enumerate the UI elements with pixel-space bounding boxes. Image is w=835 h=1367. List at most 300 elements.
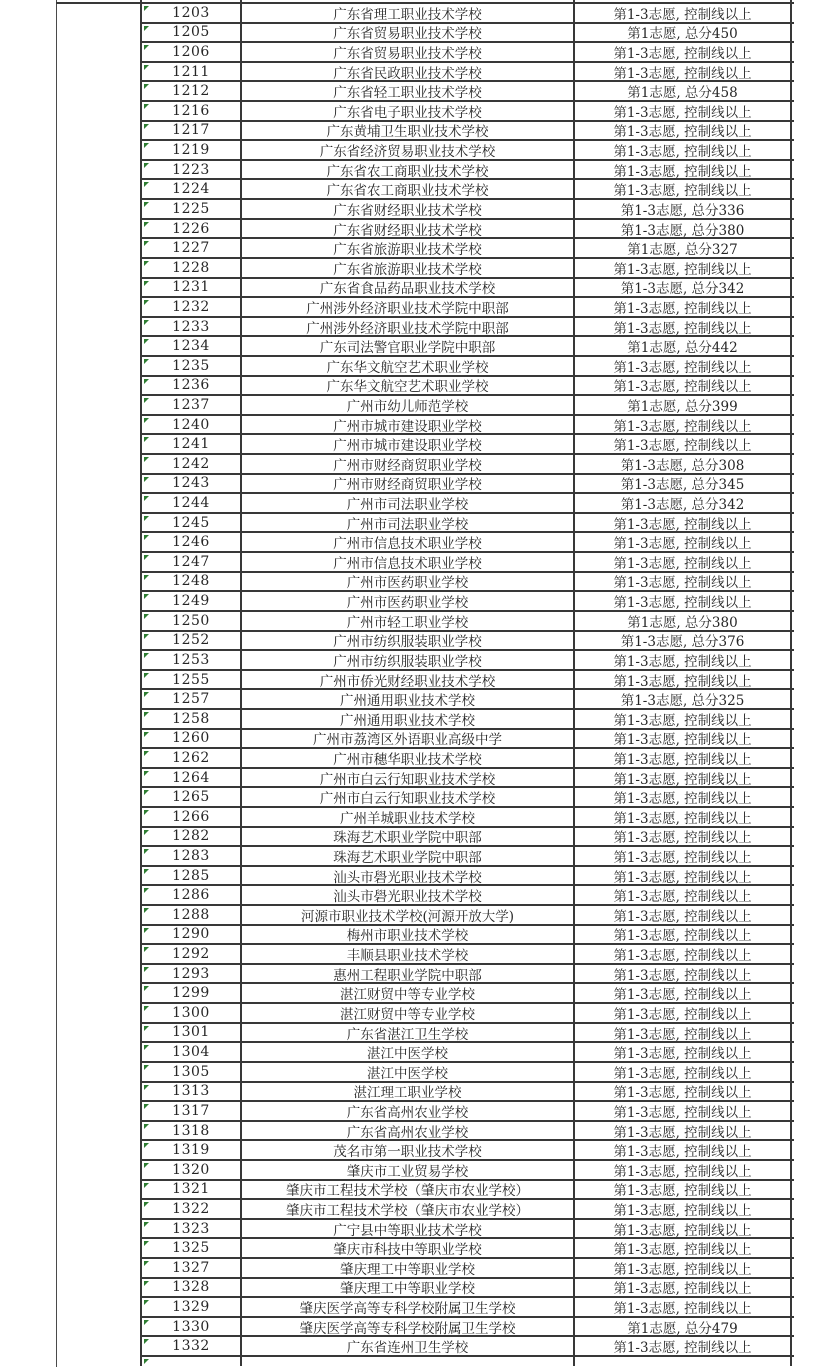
admission-criteria-cell[interactable] [573,494,792,512]
admission-criteria-cell[interactable] [573,1181,792,1199]
school-code-cell[interactable] [140,259,240,277]
green-triangle-icon [144,222,149,227]
green-triangle-icon [144,104,149,109]
admission-criteria-cell[interactable] [573,122,792,140]
school-code-cell[interactable] [140,1063,240,1081]
school-name-cell[interactable] [240,1279,573,1297]
school-name-cell[interactable] [240,220,573,238]
table-row [140,808,794,828]
green-triangle-icon [144,1339,149,1344]
school-code-cell[interactable] [140,4,240,22]
school-code-cell[interactable] [140,632,240,650]
school-code-cell[interactable] [140,671,240,689]
school-name-text: 珠海艺术职业学院中职部 [333,830,482,846]
admission-criteria-cell[interactable] [573,573,792,591]
admission-criteria-cell[interactable] [573,1337,792,1355]
school-name-text: 广东省民政职业技术学校 [333,65,482,81]
school-name-cell[interactable] [240,671,573,689]
school-name-cell[interactable] [240,1220,573,1238]
admission-criteria-cell[interactable] [573,612,792,630]
school-name-text: 广州市信息技术职业学校 [333,555,482,571]
school-code-text: 1219 [172,142,210,159]
school-name-text: 肇庆市工业贸易学校 [346,1163,469,1179]
admission-criteria-cell[interactable] [573,4,792,22]
school-name-cell[interactable] [240,357,573,375]
school-code-cell[interactable] [140,1083,240,1101]
school-name-cell[interactable] [240,632,573,650]
admission-criteria-cell[interactable] [573,259,792,277]
admission-criteria-cell[interactable] [573,651,792,669]
admission-criteria-cell[interactable] [573,533,792,551]
school-name-cell[interactable] [240,573,573,591]
admission-criteria-cell[interactable] [573,1043,792,1061]
admission-criteria-cell[interactable] [573,82,792,100]
admission-criteria-cell[interactable] [573,298,792,316]
admission-criteria-cell[interactable] [573,886,792,904]
admission-criteria-text: 第1-3志愿, 控制线以上 [613,418,752,434]
admission-criteria-cell[interactable] [573,63,792,81]
school-code-cell[interactable] [140,1043,240,1061]
admission-criteria-text: 第1-3志愿, 控制线以上 [613,751,752,767]
school-code-cell[interactable] [140,651,240,669]
school-name-cell[interactable] [240,1004,573,1022]
school-name-cell[interactable] [240,1161,573,1179]
school-code-cell[interactable] [140,533,240,551]
admission-criteria-cell[interactable] [573,1161,792,1179]
school-name-cell[interactable] [240,180,573,198]
admission-criteria-cell[interactable] [573,1141,792,1159]
admission-criteria-cell[interactable] [573,318,792,336]
admission-criteria-cell[interactable] [573,690,792,708]
green-triangle-icon [144,418,149,423]
table-row [140,1141,794,1161]
green-triangle-icon [144,732,149,737]
school-code-cell[interactable] [140,1298,240,1316]
school-code-cell[interactable] [140,435,240,453]
school-code-cell[interactable] [140,592,240,610]
school-name-cell[interactable] [240,1239,573,1257]
school-code-cell[interactable] [140,926,240,944]
green-triangle-icon [144,26,149,31]
school-name-cell[interactable] [240,828,573,846]
admission-criteria-cell[interactable] [573,239,792,257]
school-code-text: 1241 [172,436,210,453]
admission-criteria-cell[interactable] [573,1200,792,1218]
school-code-cell[interactable] [140,337,240,355]
school-name-text: 广东省高州农业学校 [346,1104,469,1120]
table-row [140,788,794,808]
admission-criteria-cell[interactable] [573,1239,792,1257]
school-name-cell[interactable] [240,337,573,355]
school-name-cell[interactable] [240,435,573,453]
school-code-cell[interactable] [140,1024,240,1042]
school-code-cell[interactable] [140,102,240,120]
admission-criteria-cell[interactable] [573,730,792,748]
table-row [140,4,794,24]
school-name-text: 广州市司法职业学校 [346,516,469,532]
school-code-text: 1322 [172,1200,210,1217]
school-code-cell[interactable] [140,455,240,473]
admission-criteria-cell[interactable] [573,220,792,238]
school-code-cell[interactable] [140,1220,240,1238]
school-code-text: 1328 [172,1279,210,1296]
admission-criteria-text: 第1-3志愿, 控制线以上 [613,1163,752,1179]
school-name-text: 广州市荔湾区外语职业高级中学 [313,732,502,748]
school-name-cell[interactable] [240,710,573,728]
school-name-text: 广东省贸易职业技术学校 [333,46,482,61]
admission-criteria-cell[interactable] [573,1102,792,1120]
school-name-text: 广东省财经职业技术学校 [333,202,482,218]
green-triangle-icon [144,359,149,364]
table-row [140,1279,794,1299]
school-name-cell[interactable] [240,788,573,806]
school-name-cell[interactable] [240,416,573,434]
admission-criteria-cell[interactable] [573,279,792,297]
green-triangle-icon [144,477,149,482]
admission-criteria-cell[interactable] [573,1083,792,1101]
school-code-text: 1245 [172,514,210,531]
admission-criteria-text: 第1-3志愿, 控制线以上 [613,555,752,571]
school-code-cell[interactable] [140,377,240,395]
admission-criteria-text: 第1-3志愿, 总分342 [620,497,745,512]
school-code-cell[interactable] [140,416,240,434]
green-triangle-icon [144,1320,149,1325]
school-name-cell[interactable] [240,808,573,826]
school-name-cell[interactable] [240,945,573,963]
school-name-cell[interactable] [240,82,573,100]
school-name-cell[interactable] [240,1181,573,1199]
table-row [140,298,794,318]
school-code-cell[interactable] [140,318,240,336]
admission-criteria-cell[interactable] [573,984,792,1002]
school-code-cell[interactable] [140,710,240,728]
table-row [140,828,794,848]
school-name-cell[interactable] [240,396,573,414]
admission-criteria-cell[interactable] [573,102,792,120]
school-code-cell[interactable] [140,1181,240,1199]
school-code-cell[interactable] [140,396,240,414]
school-code-text: 1243 [172,475,210,492]
school-code-cell[interactable] [140,847,240,865]
school-code-cell[interactable] [140,298,240,316]
admission-criteria-cell[interactable] [573,710,792,728]
school-name-text: 广州通用职业技术学校 [340,712,475,728]
admission-criteria-cell[interactable] [573,1259,792,1277]
school-code-cell[interactable] [140,141,240,159]
school-name-cell[interactable] [240,965,573,983]
green-triangle-icon [144,1104,149,1109]
admission-criteria-cell[interactable] [573,435,792,453]
admission-criteria-text: 第1-3志愿, 控制线以上 [613,830,752,846]
school-name-cell[interactable] [240,494,573,512]
school-name-cell[interactable] [240,102,573,120]
admission-criteria-cell[interactable] [573,455,792,473]
school-code-cell[interactable] [140,1102,240,1120]
school-name-cell[interactable] [240,651,573,669]
school-name-cell[interactable] [240,24,573,42]
school-code-cell[interactable] [140,1122,240,1140]
school-name-cell[interactable] [240,43,573,61]
school-name-cell[interactable] [240,239,573,257]
green-triangle-icon [144,1124,149,1129]
admission-criteria-cell[interactable] [573,377,792,395]
school-name-cell[interactable] [240,200,573,218]
school-code-cell[interactable] [140,279,240,297]
green-triangle-icon [144,45,149,50]
admission-criteria-text: 第1-3志愿, 控制线以上 [613,1065,752,1081]
admission-criteria-text: 第1-3志愿, 控制线以上 [613,65,752,81]
school-code-cell[interactable] [140,867,240,885]
school-code-cell[interactable] [140,24,240,42]
school-name-text: 肇庆医学高等专科学校附属卫生学校 [299,1301,516,1316]
admission-criteria-cell[interactable] [573,867,792,885]
table-row [140,220,794,240]
admission-criteria-cell[interactable] [573,1279,792,1297]
admission-criteria-cell[interactable] [573,1298,792,1316]
school-code-cell[interactable] [140,886,240,904]
admission-criteria-cell[interactable] [573,945,792,963]
school-code-cell[interactable] [140,1279,240,1297]
school-code-cell[interactable] [140,553,240,571]
school-code-cell[interactable] [140,220,240,238]
school-code-cell[interactable] [140,749,240,767]
school-name-cell[interactable] [240,847,573,865]
admission-criteria-cell[interactable] [573,808,792,826]
admission-criteria-text: 第1-3志愿, 控制线以上 [613,1006,752,1022]
table-row [140,533,794,553]
school-name-cell[interactable] [240,1102,573,1120]
school-name-cell[interactable] [240,1083,573,1101]
school-code-cell[interactable] [140,984,240,1002]
admission-criteria-cell[interactable] [573,1122,792,1140]
school-name-text: 广东省湛江卫生学校 [346,1026,469,1042]
admission-criteria-cell[interactable] [573,553,792,571]
school-name-cell[interactable] [240,926,573,944]
admission-criteria-cell[interactable] [573,671,792,689]
school-code-cell[interactable] [140,494,240,512]
school-code-cell[interactable] [140,180,240,198]
school-code-cell[interactable] [140,612,240,630]
admission-criteria-cell[interactable] [573,632,792,650]
admission-criteria-text: 第1-3志愿, 控制线以上 [613,987,752,1003]
school-name-cell[interactable] [240,279,573,297]
admission-criteria-cell[interactable] [573,926,792,944]
table-row [140,514,794,534]
school-code-cell[interactable] [140,1259,240,1277]
admission-criteria-cell[interactable] [573,788,792,806]
admission-criteria-text: 第1-3志愿, 控制线以上 [613,1085,752,1101]
school-name-cell[interactable] [240,984,573,1002]
admission-criteria-text: 第1-3志愿, 控制线以上 [613,46,752,61]
school-code-cell[interactable] [140,1357,240,1366]
school-code-cell[interactable] [140,122,240,140]
school-name-cell[interactable] [240,455,573,473]
school-name-cell[interactable] [240,377,573,395]
school-name-cell[interactable] [240,141,573,159]
green-triangle-icon [144,888,149,893]
admission-criteria-cell[interactable] [573,965,792,983]
school-name-cell[interactable] [240,906,573,924]
school-name-cell[interactable] [240,161,573,179]
school-code-text: 1216 [172,102,210,119]
admission-criteria-cell[interactable] [573,396,792,414]
admission-criteria-cell[interactable] [573,1318,792,1336]
school-name-cell[interactable] [240,533,573,551]
school-name-cell[interactable] [240,1259,573,1277]
admission-criteria-text: 第1-3志愿, 控制线以上 [613,732,752,748]
admission-criteria-cell[interactable] [573,749,792,767]
school-code-cell[interactable] [140,906,240,924]
school-code-cell[interactable] [140,769,240,787]
admission-criteria-cell[interactable] [573,1063,792,1081]
school-code-cell[interactable] [140,690,240,708]
admission-criteria-text: 第1-3志愿, 控制线以上 [613,1124,752,1140]
school-code-cell[interactable] [140,357,240,375]
table-row [140,886,794,906]
admission-criteria-cell[interactable] [573,1357,792,1366]
school-name-text: 广州市财经商贸职业学校 [333,477,482,493]
school-name-cell[interactable] [240,1141,573,1159]
school-code-cell[interactable] [140,828,240,846]
admission-criteria-cell[interactable] [573,769,792,787]
school-code-text: 1233 [172,318,210,335]
admission-criteria-text: 第1-3志愿, 控制线以上 [613,1183,752,1199]
school-name-text: 广州市白云行知职业技术学校 [319,771,496,787]
admission-criteria-cell[interactable] [573,337,792,355]
admission-criteria-text: 第1-3志愿, 控制线以上 [613,379,752,395]
school-code-cell[interactable] [140,239,240,257]
school-name-text: 广东华文航空艺术职业学校 [326,359,489,375]
school-code-cell[interactable] [140,514,240,532]
school-name-cell[interactable] [240,867,573,885]
school-code-text: 1253 [172,651,210,668]
table-row [140,1259,794,1279]
school-code-cell[interactable] [140,1004,240,1022]
school-name-cell[interactable] [240,122,573,140]
school-name-cell[interactable] [240,298,573,316]
school-name-cell[interactable] [240,1063,573,1081]
school-name-cell[interactable] [240,1298,573,1316]
school-name-cell[interactable] [240,592,573,610]
school-name-cell[interactable] [240,318,573,336]
admission-criteria-cell[interactable] [573,43,792,61]
admission-criteria-cell[interactable] [573,906,792,924]
school-code-text: 1305 [172,1063,210,1080]
admission-criteria-cell[interactable] [573,200,792,218]
admission-criteria-cell[interactable] [573,416,792,434]
admission-criteria-cell[interactable] [573,592,792,610]
school-name-cell[interactable] [240,1024,573,1042]
admission-criteria-text: 第1-3志愿, 控制线以上 [613,1340,752,1356]
green-triangle-icon [144,496,149,501]
school-name-cell[interactable] [240,514,573,532]
school-name-cell[interactable] [240,63,573,81]
school-name-cell[interactable] [240,553,573,571]
school-code-text: 1224 [172,181,210,198]
school-name-cell[interactable] [240,1337,573,1355]
admission-criteria-cell[interactable] [573,1024,792,1042]
school-code-cell[interactable] [140,1141,240,1159]
school-code-cell[interactable] [140,475,240,493]
school-code-cell[interactable] [140,730,240,748]
school-code-cell[interactable] [140,808,240,826]
school-code-cell[interactable] [140,1239,240,1257]
table-row [140,43,794,63]
school-name-cell[interactable] [240,1318,573,1336]
school-name-cell[interactable] [240,1122,573,1140]
green-triangle-icon [144,1143,149,1148]
green-triangle-icon [144,908,149,913]
admission-criteria-text: 第1-3志愿, 控制线以上 [613,1261,752,1277]
admission-criteria-cell[interactable] [573,180,792,198]
school-code-cell[interactable] [140,1318,240,1336]
school-code-text: 1321 [172,1181,210,1198]
school-name-cell[interactable] [240,886,573,904]
admission-criteria-cell[interactable] [573,24,792,42]
school-name-cell[interactable] [240,1200,573,1218]
school-code-cell[interactable] [140,1337,240,1355]
school-code-text: 1265 [172,789,210,806]
school-code-cell[interactable] [140,573,240,591]
school-code-cell[interactable] [140,43,240,61]
admission-criteria-cell[interactable] [573,1004,792,1022]
admission-criteria-cell[interactable] [573,847,792,865]
green-triangle-icon [144,182,149,187]
school-code-cell[interactable] [140,945,240,963]
admission-criteria-text: 第1-3志愿, 控制线以上 [613,1104,752,1120]
admission-criteria-cell[interactable] [573,357,792,375]
school-name-text: 广州市穗华职业技术学校 [333,751,482,767]
admission-criteria-text: 第1-3志愿, 控制线以上 [613,124,752,140]
school-code-cell[interactable] [140,200,240,218]
school-name-cell[interactable] [240,259,573,277]
school-name-cell[interactable] [240,730,573,748]
admission-criteria-cell[interactable] [573,475,792,493]
school-code-cell[interactable] [140,965,240,983]
school-name-cell[interactable] [240,475,573,493]
admission-criteria-cell[interactable] [573,514,792,532]
admission-criteria-cell[interactable] [573,161,792,179]
school-code-cell[interactable] [140,788,240,806]
school-name-cell[interactable] [240,769,573,787]
school-name-text: 广东省连州卫生学校 [346,1340,469,1356]
school-code-text: 1292 [172,946,210,963]
school-code-cell[interactable] [140,1161,240,1179]
school-name-cell[interactable] [240,1357,573,1366]
admission-criteria-cell[interactable] [573,1220,792,1238]
admission-criteria-cell[interactable] [573,828,792,846]
school-name-text: 广州市侨光财经职业技术学校 [319,673,496,689]
school-code-cell[interactable] [140,82,240,100]
school-code-text: 1228 [172,259,210,276]
school-code-cell[interactable] [140,63,240,81]
table-row [140,435,794,455]
school-code-cell[interactable] [140,161,240,179]
school-name-cell[interactable] [240,612,573,630]
school-code-cell[interactable] [140,1200,240,1218]
school-name-cell[interactable] [240,4,573,22]
green-triangle-icon [144,124,149,129]
school-name-cell[interactable] [240,690,573,708]
table-row [140,279,794,299]
green-triangle-icon [144,339,149,344]
school-code-text: 1235 [172,357,210,374]
school-name-cell[interactable] [240,749,573,767]
admission-criteria-cell[interactable] [573,141,792,159]
school-name-cell[interactable] [240,1043,573,1061]
admission-criteria-text: 第1-3志愿, 控制线以上 [613,1046,752,1061]
table-row [140,1220,794,1240]
